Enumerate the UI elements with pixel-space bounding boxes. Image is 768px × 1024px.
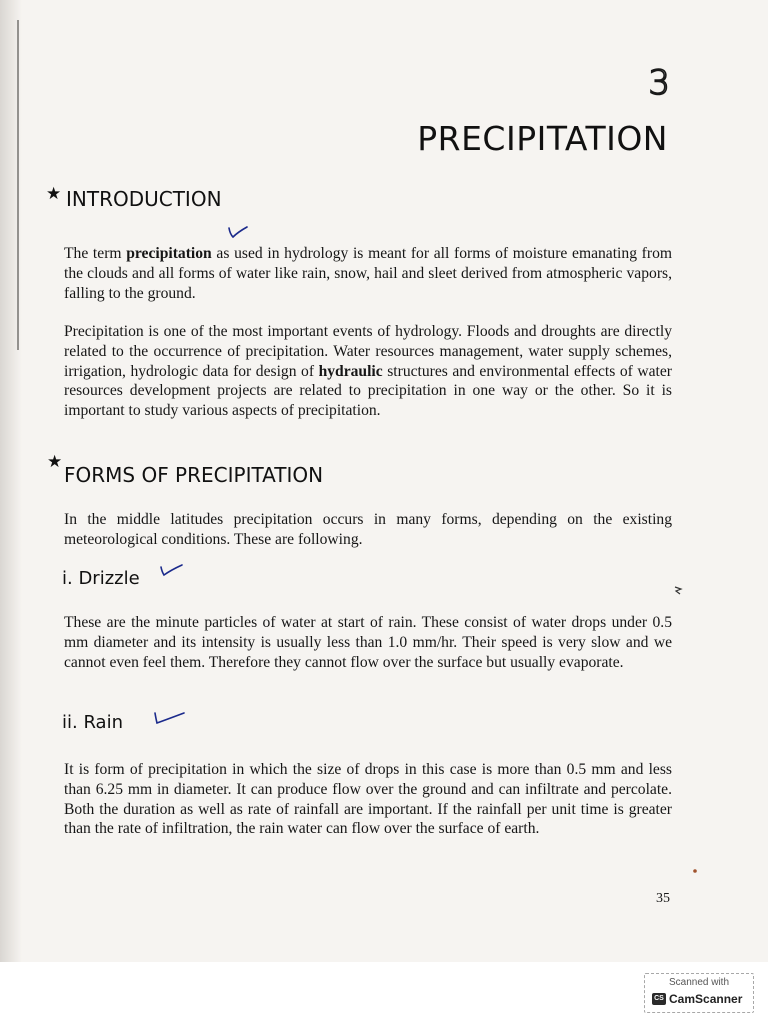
handwritten-check-icon [152, 710, 186, 726]
chapter-title: PRECIPITATION [417, 119, 668, 158]
rain-heading: ii. Rain [62, 712, 123, 733]
handwritten-star-icon: ★ [46, 184, 62, 204]
watermark-brand: CamScanner [669, 992, 743, 1006]
introduction-heading: INTRODUCTION [66, 187, 222, 211]
stray-ink-mark-icon [673, 584, 683, 596]
drizzle-paragraph: These are the minute particles of water at start of rain. These consist of water drops under 0.5 mm diameter and its intensity is usually less than 1.0 mm/hr. Their speed is very slow and we cannot even feel them. Therefore they cannot flow over the surface but usually evaporate. [64, 614, 672, 671]
introduction-paragraph-1: The term precipitation as used in hydrology is meant for all forms of moisture emanating from the clouds and all forms of water like rain, snow, hail and sleet derived from atmospheric vapors, falling to the ground. [64, 245, 672, 302]
forms-paragraph: In the middle latitudes precipitation occurs in many forms, depending on the existing meteorological conditions. These are following. [64, 511, 672, 548]
page-number: 35 [656, 891, 670, 906]
handwritten-star-icon: ★ [47, 452, 63, 472]
rain-paragraph: It is form of precipitation in which the size of drops in this case is more than 0.5 mm and less than 6.25 mm in diameter. It can produce flow over the ground and can infiltrate and percolate. Both the duration as well as rate of rainfall are important. If the rainfall per unit time is greater than the rate of infiltration, the rain water can flow over the surface of earth. [64, 761, 672, 838]
camscanner-logo-icon: CS [652, 993, 666, 1005]
drizzle-heading: i. Drizzle [62, 568, 140, 589]
binding-line [17, 20, 19, 350]
camscanner-watermark [644, 973, 754, 1013]
handwritten-check-icon [226, 224, 248, 240]
handwritten-check-icon [158, 562, 184, 578]
chapter-number: 3 [648, 63, 670, 103]
stray-dot-icon [692, 868, 698, 874]
introduction-paragraph-2: Precipitation is one of the most important events of hydrology. Floods and droughts are directly related to the occurrence of precipitation. Water resources management, water supply schemes, irrigation, hydrologic data for design of hydraulic structures and environmental effects of water resources development projects are related to precipitation in one way or the other. So it is important to study various aspects of precipitation. [64, 323, 672, 420]
forms-heading: FORMS OF PRECIPITATION [64, 463, 324, 487]
watermark-caption: Scanned with [668, 977, 730, 988]
